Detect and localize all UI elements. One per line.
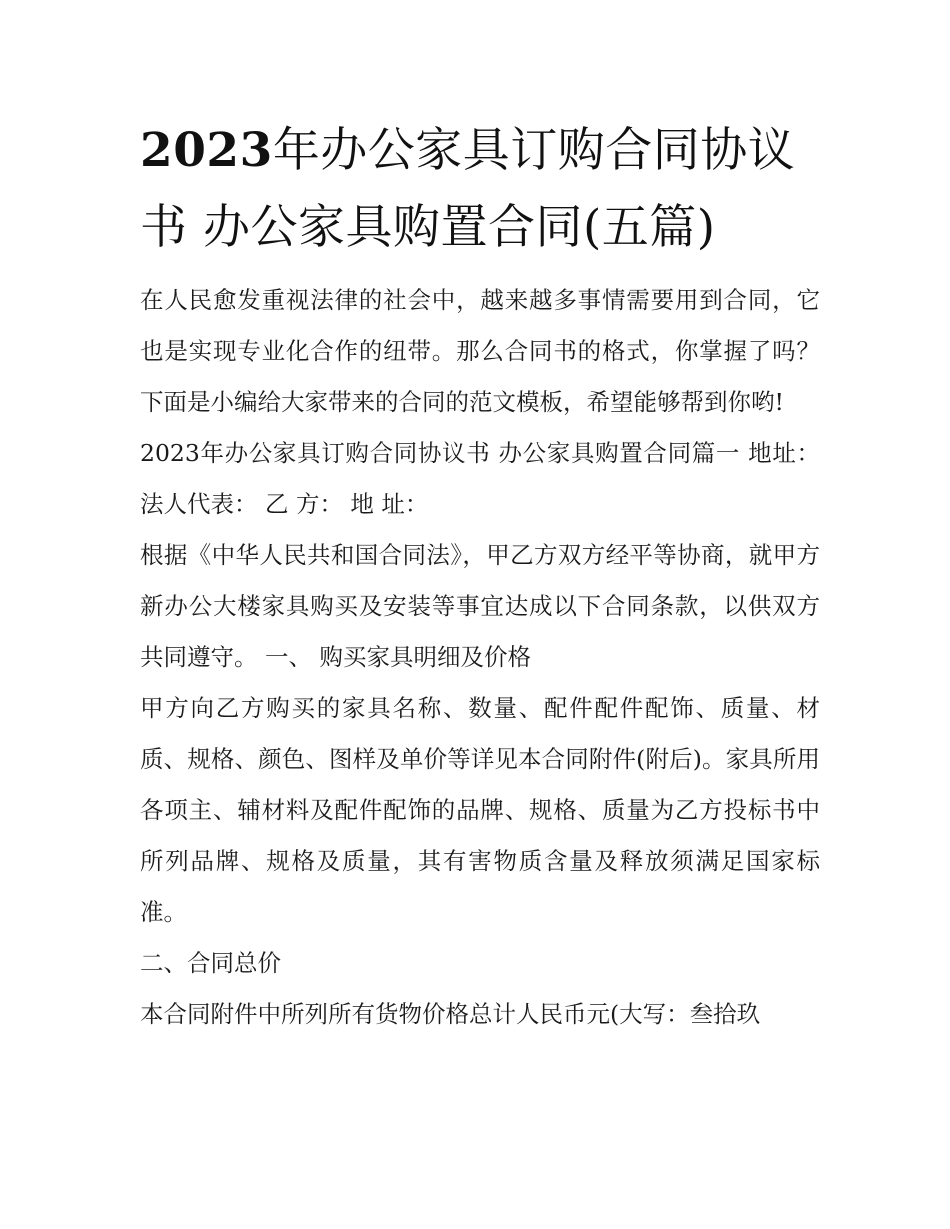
title-year: 2023 bbox=[140, 123, 273, 178]
legal-basis-paragraph: 根据《中华人民共和国合同法》，甲乙方双方经平等协商，就甲方新办公大楼家具购买及安装等事宜达成以下合同条款，以供双方共同遵守。 一、 购买家具明细及价格 bbox=[140, 541, 820, 671]
furniture-details-paragraph: 甲方向乙方购买的家具名称、数量、配件配件配饰、质量、材质、规格、颜色、图样及单价等详见本合同附件(附后)。家具所用各项主、辅材料及配件配饰的品牌、规格、质量为乙方投标书中所列品牌、规格及质量，其有害物质含量及释放须满足国家标准。 bbox=[140, 694, 820, 926]
total-price-paragraph: 本合同附件中所列所有货物价格总计人民币元(大写：叁拾玖 bbox=[140, 1000, 761, 1028]
intro-paragraph: 在人民愈发重视法律的社会中，越来越多事情需要用到合同，它也是实现专业化合作的纽带。那么合同书的格式，你掌握了吗？下面是小编给大家带来的合同的范文模板，希望能够帮到你哟! bbox=[140, 286, 820, 416]
document-body bbox=[140, 275, 820, 1040]
section-heading-total-price: 二、合同总价 bbox=[140, 949, 281, 977]
title-text: 年办公家具订购合同协议书 办公家具购置合同(五篇) bbox=[140, 123, 796, 255]
contract-header-paragraph: 2023年办公家具订购合同协议书 办公家具购置合同篇一 地址： 法人代表： 乙 方： 地 址： bbox=[140, 439, 820, 518]
document-title bbox=[140, 112, 830, 266]
